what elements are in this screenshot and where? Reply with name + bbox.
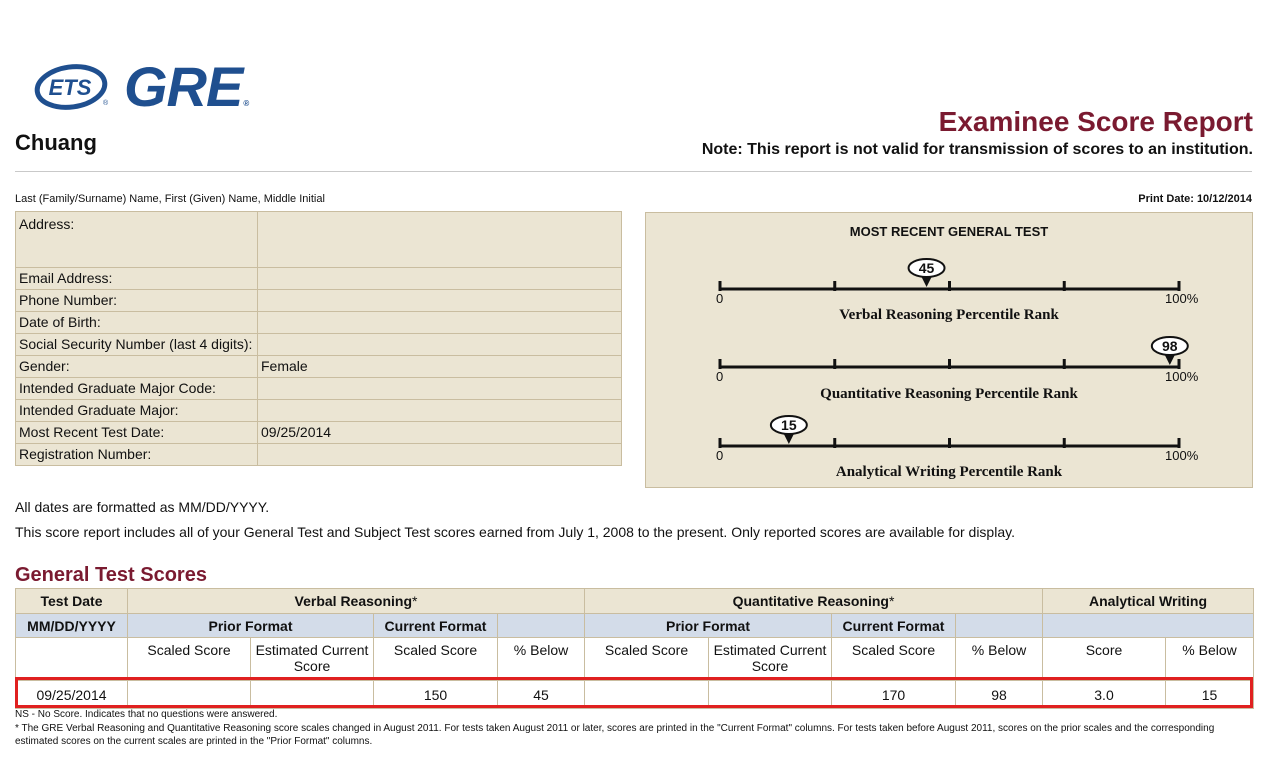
- svg-text:®: ®: [103, 100, 109, 107]
- info-value: [258, 444, 622, 466]
- quant-format-blank: [956, 614, 1043, 638]
- row-highlight-box: [15, 677, 1253, 708]
- info-row-major-code: [16, 378, 622, 400]
- ets-logo-text: ETS: [48, 75, 92, 100]
- writing-marker-pointer: [784, 434, 794, 444]
- info-row-address: [16, 212, 622, 268]
- info-row-gender: [16, 356, 622, 378]
- info-value: [258, 212, 622, 268]
- gre-logo: GRE®: [124, 55, 249, 118]
- writing-scale-max-label: 100%: [1165, 448, 1199, 463]
- scores-format-row: [16, 614, 1254, 638]
- quant-scale-min-label: 0: [716, 369, 724, 384]
- info-row-test-date: [16, 422, 622, 444]
- score-range-note: This score report includes all of your General Test and Subject Test scores earned from July 1, 2008 to the present. Only reported scores are available for display.: [15, 524, 1015, 540]
- ns-footnote: NS - No Score. Indicates that no questions were answered.: [15, 709, 278, 720]
- info-row-phone: [16, 290, 622, 312]
- quant-prior-format-header: Prior Format: [585, 614, 832, 638]
- general-test-scores-heading: General Test Scores: [15, 564, 207, 586]
- quant-current-format-header: Current Format: [832, 614, 956, 638]
- info-row-dob: [16, 312, 622, 334]
- writing-marker-value: 15: [781, 417, 797, 433]
- report-note: Note: This report is not valid for transmission of scores to an institution.: [701, 141, 1253, 158]
- scores-subheader-row: [16, 638, 1254, 681]
- verbal-scale-max-label: 100%: [1165, 291, 1199, 306]
- info-label: Social Security Number (last 4 digits):: [16, 334, 258, 356]
- quant-scale-max-label: 100%: [1165, 369, 1199, 384]
- info-value: [258, 400, 622, 422]
- row-writing-score: 3.0: [1043, 681, 1166, 709]
- date-format-header: MM/DD/YYYY: [16, 614, 128, 638]
- row-quant-current-scaled: 170: [832, 681, 956, 709]
- info-label: Date of Birth:: [16, 312, 258, 334]
- writing-percentile-caption: Analytical Writing Percentile Rank: [835, 464, 1063, 480]
- info-label: Intended Graduate Major:: [16, 400, 258, 422]
- name-caption: Last (Family/Surname) Name, First (Given) Name, Middle Initial: [15, 193, 325, 205]
- percentile-panel: [645, 212, 1253, 488]
- verbal-format-blank: [498, 614, 585, 638]
- info-label: Gender:: [16, 356, 258, 378]
- date-subheader-blank: [16, 638, 128, 681]
- verbal-percentile-caption: Verbal Reasoning Percentile Rank: [839, 307, 1059, 323]
- quant-pct-below-header: % Below: [956, 638, 1043, 681]
- verbal-marker-value: 45: [918, 260, 935, 276]
- writing-scale-min-label: 0: [716, 448, 724, 463]
- row-verbal-current-scaled: 150: [374, 681, 498, 709]
- info-value: [258, 290, 622, 312]
- quant-marker-value: 98: [1162, 338, 1178, 354]
- writing-score-header: Score: [1043, 638, 1166, 681]
- writing-format-blank: [1043, 614, 1254, 638]
- verbal-pct-below-header: % Below: [498, 638, 585, 681]
- row-writing-pct-below: 15: [1166, 681, 1254, 709]
- verbal-marker-pointer: [922, 277, 932, 287]
- quant-prior-scaled-header: Scaled Score: [585, 638, 709, 681]
- ets-logo: [34, 60, 112, 112]
- scores-header-row: [16, 589, 1254, 614]
- verbal-scale-min-label: 0: [716, 291, 724, 306]
- dates-format-note: All dates are formatted as MM/DD/YYYY.: [15, 499, 270, 515]
- info-label: Intended Graduate Major Code:: [16, 378, 258, 400]
- examinee-info-table: [15, 211, 622, 466]
- verbal-current-format-header: Current Format: [374, 614, 498, 638]
- verbal-prior-format-header: Prior Format: [128, 614, 374, 638]
- scales-footnote: * The GRE Verbal Reasoning and Quantitative Reasoning score scales changed in August 2011. For tests taken August 2011 or later, scores are printed in the "Current Format" columns. For tests taken before August 2011, scores on the prior scales and the corresponding estimated scores on the current scales are printed in the "Prior Format" columns.: [15, 723, 1215, 747]
- quant-prior-estimated-header: Estimated Current Score: [709, 638, 832, 681]
- info-label: Email Address:: [16, 268, 258, 290]
- row-test-date: 09/25/2014: [16, 681, 128, 709]
- examinee-name: Chuang: [15, 130, 97, 155]
- header-divider: [15, 171, 1252, 172]
- verbal-prior-estimated-header: Estimated Current Score: [251, 638, 374, 681]
- quant-current-scaled-header: Scaled Score: [832, 638, 956, 681]
- page-title: Examinee Score Report: [938, 106, 1253, 137]
- info-row-email: [16, 268, 622, 290]
- verbal-prior-scaled-header: Scaled Score: [128, 638, 251, 681]
- quant-header: Quantitative Reasoning*: [585, 589, 1043, 614]
- info-value: [258, 334, 622, 356]
- info-label: Most Recent Test Date:: [16, 422, 258, 444]
- percentile-gauges: [646, 213, 1252, 487]
- writing-header: Analytical Writing: [1043, 589, 1254, 614]
- info-label: Address:: [16, 212, 258, 268]
- row-verbal-pct-below: 45: [498, 681, 585, 709]
- info-value: 09/25/2014: [258, 422, 622, 444]
- info-value: Female: [258, 356, 622, 378]
- verbal-current-scaled-header: Scaled Score: [374, 638, 498, 681]
- verbal-header: Verbal Reasoning*: [128, 589, 585, 614]
- info-row-registration: [16, 444, 622, 466]
- quant-marker-pointer: [1165, 355, 1175, 365]
- percentile-heading: MOST RECENT GENERAL TEST: [849, 224, 1049, 239]
- info-label: Registration Number:: [16, 444, 258, 466]
- quant-percentile-caption: Quantitative Reasoning Percentile Rank: [820, 386, 1078, 402]
- info-value: [258, 378, 622, 400]
- info-row-ssn: [16, 334, 622, 356]
- row-quant-pct-below: 98: [956, 681, 1043, 709]
- writing-pct-below-header: % Below: [1166, 638, 1254, 681]
- info-value: [258, 268, 622, 290]
- info-value: [258, 312, 622, 334]
- print-date: Print Date: 10/12/2014: [1138, 193, 1252, 205]
- info-label: Phone Number:: [16, 290, 258, 312]
- test-date-header: Test Date: [16, 589, 128, 614]
- info-row-major: [16, 400, 622, 422]
